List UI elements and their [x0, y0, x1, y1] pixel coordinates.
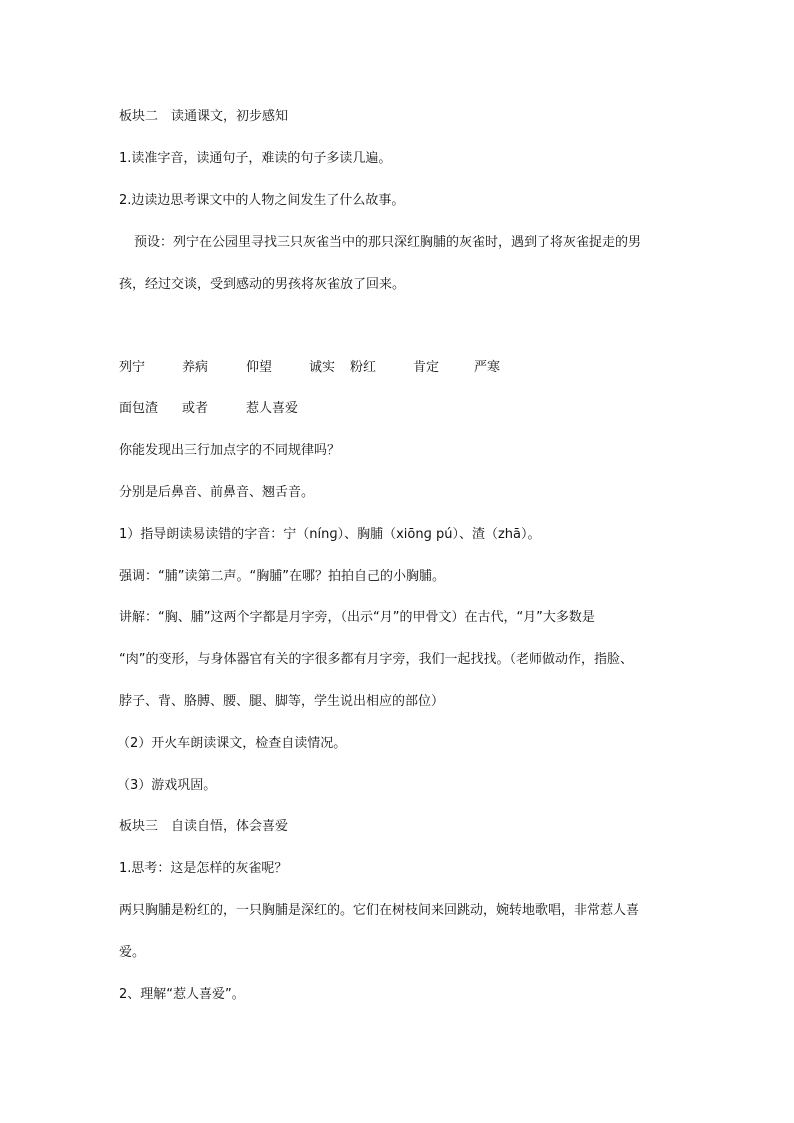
explain-line2: “肉”的变形，与身体器官有关的字很多都有月字旁，我们一起找找。（老师做动作，指脸、 — [119, 652, 633, 667]
preset-line2: 孩，经过交谈，受到感动的男孩将灰雀放了回来。 — [119, 277, 406, 292]
preset-line1: 预设：列宁在公园里寻找三只灰雀当中的那只深红胸脯的灰雀时，遇到了将灰雀捉走的男 — [134, 235, 642, 250]
word: 仰望 — [246, 360, 273, 375]
section3-item2: 2、理解“惹人喜爱”。 — [119, 987, 245, 1002]
explain-line1: 讲解：“胸、脯”这两个字都是月字旁，（出示“月”的甲骨文）在古代，“月”大多数是 — [119, 610, 595, 625]
word: 粉红 — [350, 360, 377, 375]
explain-line3: 脖子、背、胳膊、腰、腿、脚等，学生说出相应的部位） — [119, 694, 445, 709]
section3-heading: 板块三 自读自悟，体会喜爱 — [119, 819, 289, 834]
word: 惹人喜爱 — [246, 401, 299, 416]
section2-item2: 2.边读边思考课文中的人物之间发生了什么故事。 — [119, 193, 405, 208]
pattern-question: 你能发现出三行加点字的不同规律吗？ — [119, 443, 341, 458]
pattern-answer: 分别是后鼻音、前鼻音、翘舌音。 — [119, 485, 315, 500]
word: 列宁 — [119, 360, 146, 375]
emphasis-note: 强调：“脯”读第二声。“胸脯”在哪？拍拍自己的小胸脯。 — [119, 569, 445, 584]
step3: （3）游戏巩固。 — [117, 778, 217, 793]
word: 肯定 — [413, 360, 440, 375]
pronunciation-guide: 1）指导朗读易读错的字音：宁（nínɡ）、胸脯（xiōnɡ pú）、渣（zhā）。 — [119, 527, 541, 542]
word: 严寒 — [474, 360, 501, 375]
word: 诚实 — [309, 360, 336, 375]
section2-item1: 1.读准字音，读通句子，难读的句子多读几遍。 — [119, 151, 392, 166]
section3-answer-line1: 两只胸脯是粉红的，一只胸脯是深红的。它们在树枝间来回跳动，婉转地歌唱，非常惹人喜 — [119, 903, 640, 918]
section3-answer-line2: 爱。 — [119, 945, 146, 960]
section3-item1: 1.思考：这是怎样的灰雀呢？ — [119, 861, 288, 876]
word: 面包渣 — [119, 401, 159, 416]
word: 养病 — [182, 360, 209, 375]
word: 或者 — [182, 401, 209, 416]
step2: （2）开火车朗读课文，检查自读情况。 — [117, 736, 347, 751]
section2-heading: 板块二 读通课文，初步感知 — [119, 109, 289, 124]
